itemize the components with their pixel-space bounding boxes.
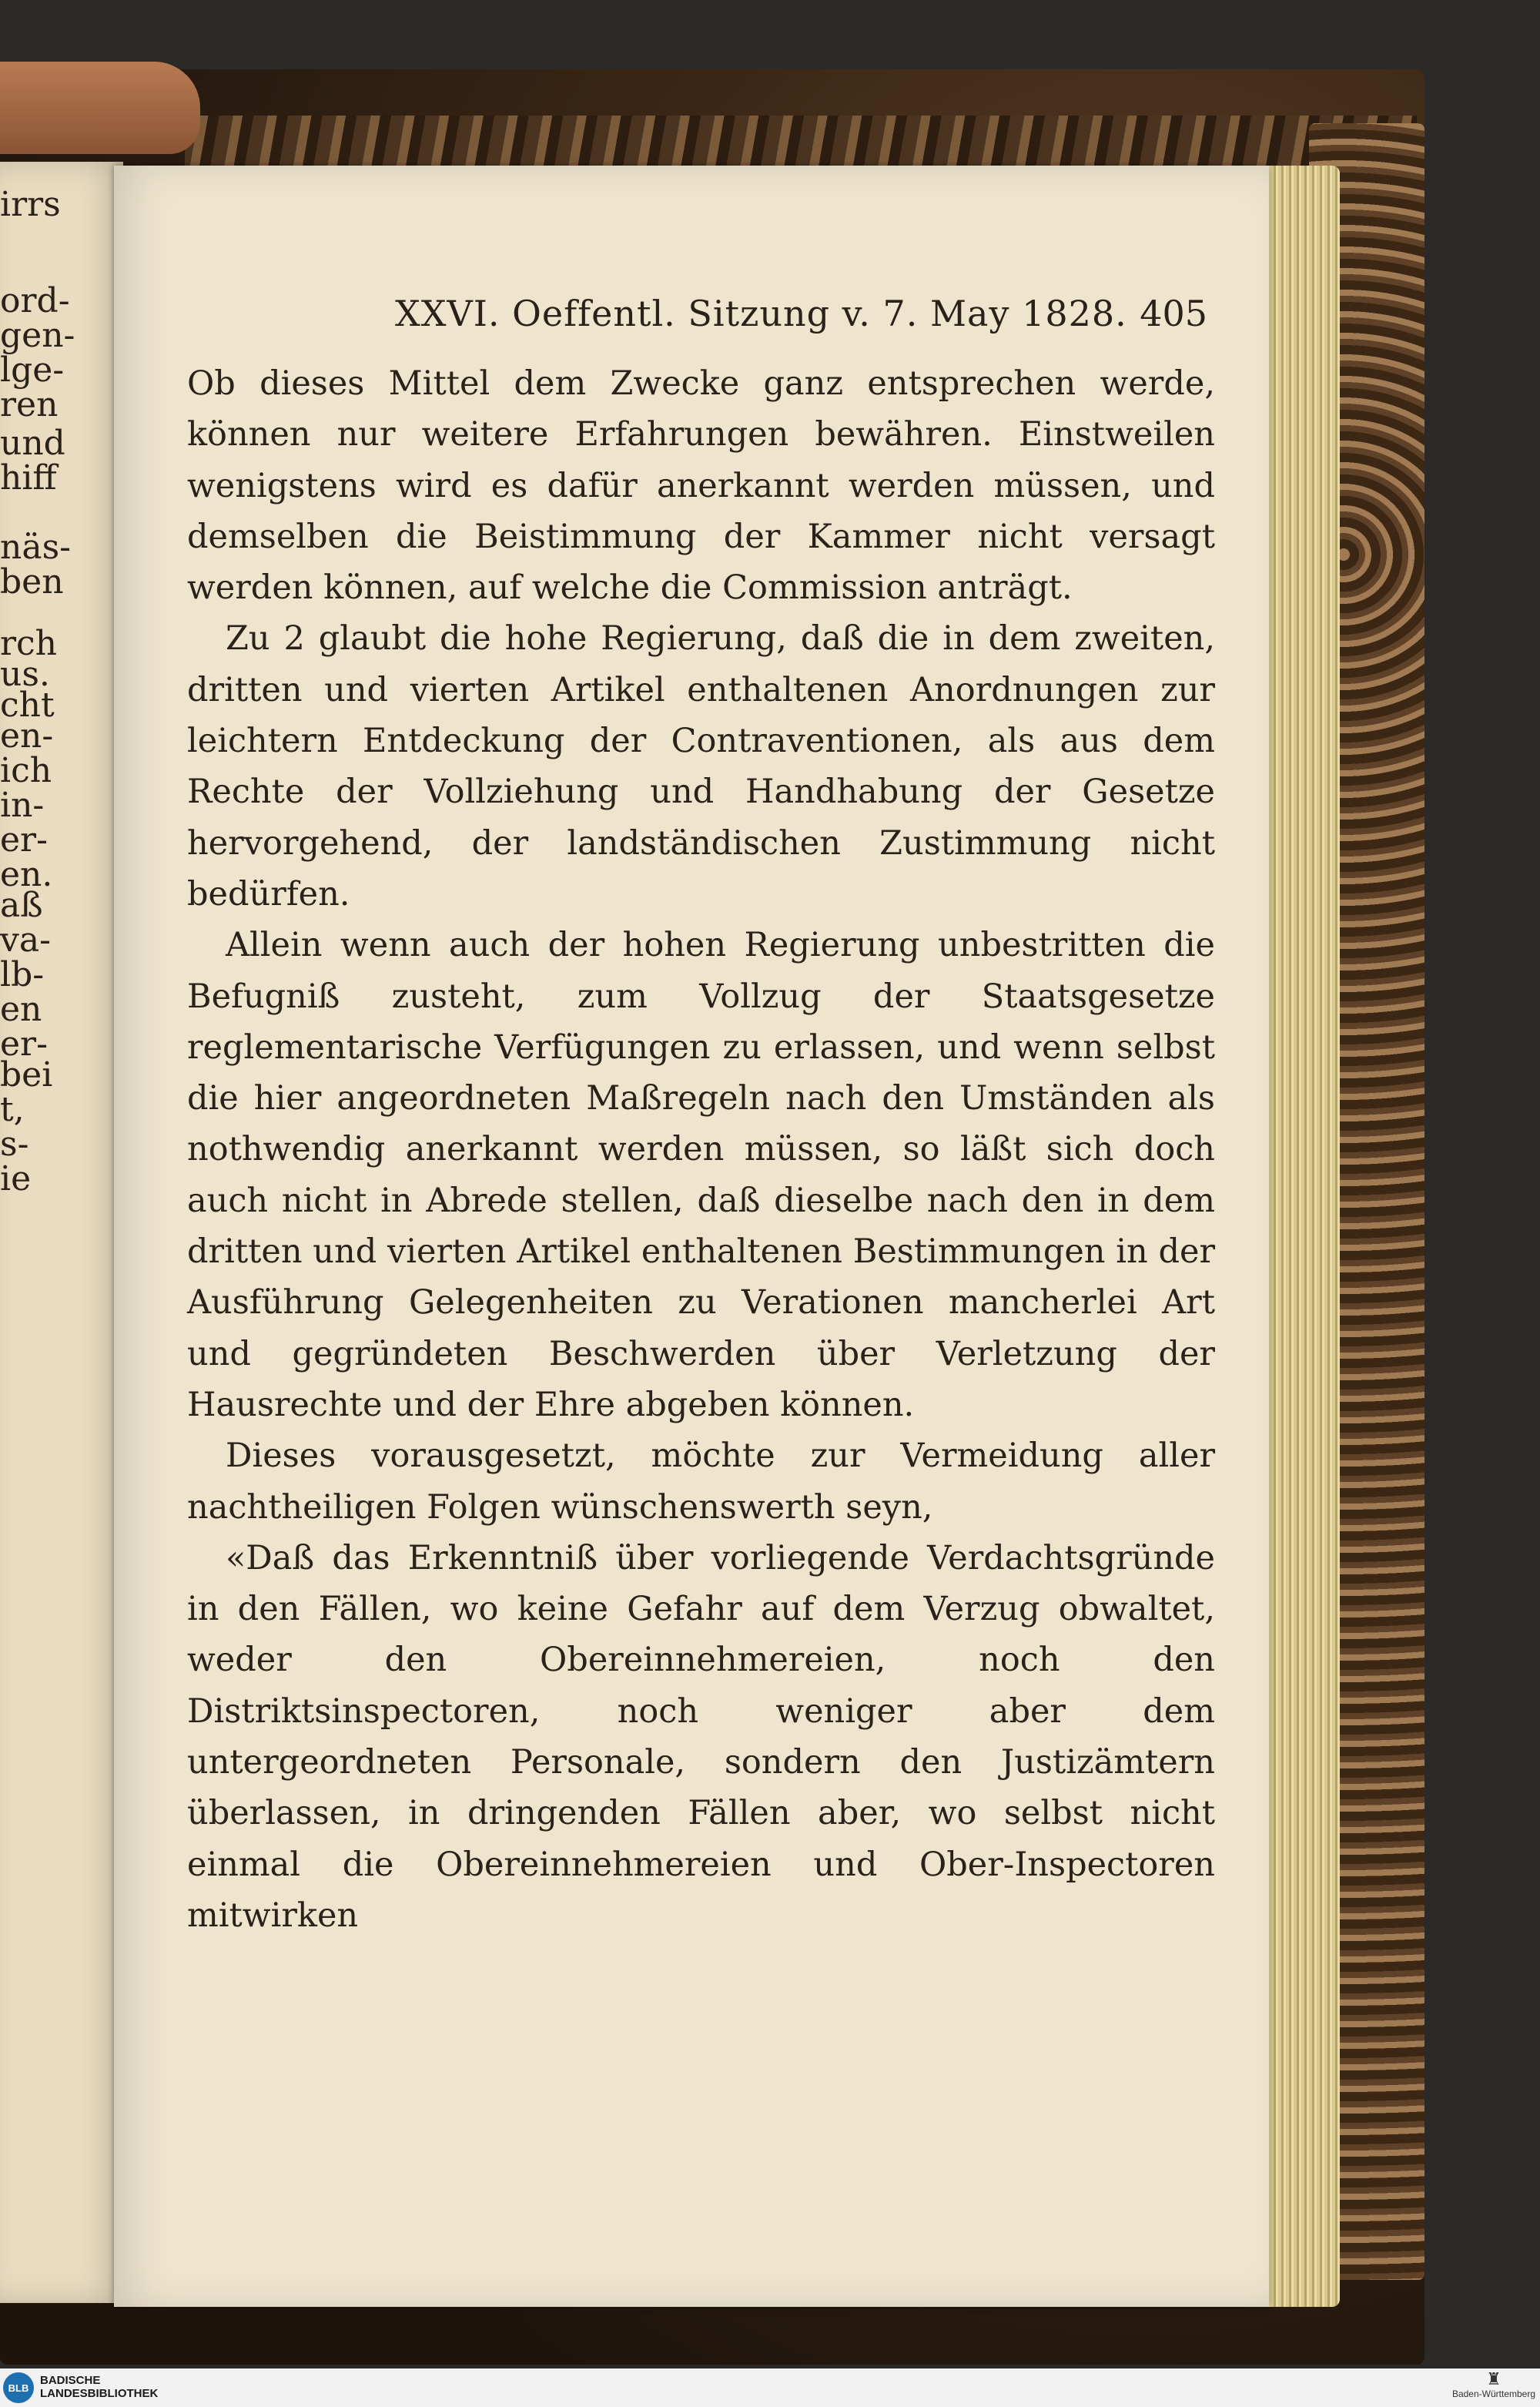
previous-page-fragment: en. xyxy=(0,855,53,894)
library-logo-icon: BLB xyxy=(3,2372,34,2403)
previous-page-fragment: er- xyxy=(0,820,48,860)
previous-page-fragment: bei xyxy=(0,1055,53,1095)
previous-page-fragment: hiff xyxy=(0,458,57,498)
previous-page-fragment: irrs xyxy=(0,185,61,224)
previous-page-fragment: ord- xyxy=(0,281,70,320)
previous-page-fragment: in- xyxy=(0,786,45,825)
previous-page-fragment: en- xyxy=(0,716,54,756)
previous-page-fragment: ich xyxy=(0,751,52,790)
state-logo xyxy=(1452,2370,1535,2399)
previous-page-fragment: aß xyxy=(0,886,43,925)
previous-page-fragment: gen- xyxy=(0,316,75,355)
previous-page-fragment: en xyxy=(0,990,42,1029)
previous-page-fragment: und xyxy=(0,424,65,463)
previous-page-fragment: s- xyxy=(0,1125,29,1164)
library-name: BADISCHE LANDESBIBLIOTHEK xyxy=(40,2374,159,2400)
paragraph: «Daß das Erkenntniß über vorliegende Verdachtsgründe in den Fällen, wo keine Gefahr auf dem Verzug obwaltet, weder den Obereinnehmereien, noch den Distriktsinspectoren, noch weniger aber dem untergeordneten Personale, sondern den Justizämtern überlassen, in dringenden Fällen aber, wo selbst nicht einmal die Obereinnehmereien und Ober-Inspectoren mitwirken xyxy=(187,1538,1215,1935)
previous-page-fragment: ren xyxy=(0,385,59,424)
state-label: Baden-Württemberg xyxy=(1451,2389,1535,2399)
previous-page-fragment: cht xyxy=(0,686,55,725)
previous-page-fragment: er- xyxy=(0,1024,48,1064)
previous-page-fragment: rch xyxy=(0,624,58,663)
paragraph: Dieses vorausgesetzt, möchte zur Vermeidung aller nachtheiligen Folgen wünschenswerth seyn, xyxy=(187,1436,1215,1527)
page-number: 405 xyxy=(1140,293,1207,334)
page-header xyxy=(276,293,1207,339)
paragraph: Ob dieses Mittel dem Zwecke ganz entsprechen werde, können nur weitere Erfahrungen bewähren. Einstweilen wenigstens wird es dafür anerkannt werden müssen, und demselben die Beistimmung der Kammer nicht versagt werden können, auf welche die Commission anträgt. xyxy=(187,364,1215,608)
paragraph: Zu 2 glaubt die hohe Regierung, daß die in dem zweiten, dritten und vierten Artikel enthaltenen Anordnungen zur leichtern Entdeckung der Contraventionen, als aus dem Rechte der Vollziehung und Handhabung der Gesetze hervorgehend, der landständischen Zustimmung nicht bedürfen. xyxy=(187,619,1215,914)
coat-of-arms-icon: ♜ xyxy=(1486,2369,1502,2389)
previous-page-fragment: lge- xyxy=(0,350,65,390)
previous-page-fragment: us. xyxy=(0,655,50,694)
footer-bar xyxy=(0,2368,1540,2407)
previous-page-fragment: lb- xyxy=(0,955,45,994)
paragraph: Allein wenn auch der hohen Regierung unbestritten die Befugniß zusteht, zum Vollzug der Staatsgesetze reglementarische Verfügungen zu erlassen, und wenn selbst die hier angeordneten Maßregeln nach den Umständen als nothwendig anerkannt werden müssen, so läßt sich doch auch nicht in Abrede stellen, daß dieselbe nach den in dem dritten und vierten Artikel enthaltenen Bestimmungen in der Ausführung Gelegenheiten zu Verationen mancherlei Art und gegründeten Beschwerden über Verletzung der Hausrechte und der Ehre abgeben können. xyxy=(187,926,1215,1424)
previous-page-fragment: va- xyxy=(0,920,51,960)
running-head: XXVI. Oeffentl. Sitzung v. 7. May 1828. xyxy=(395,293,1127,334)
cover-edge-strip xyxy=(185,116,1417,169)
previous-page-fragment: t, xyxy=(0,1090,25,1129)
previous-page-fragment: ben xyxy=(0,562,64,602)
book-page xyxy=(114,166,1269,2307)
previous-page-fragment: näs- xyxy=(0,528,72,567)
page-body xyxy=(187,358,1215,1941)
previous-page-fragment: ie xyxy=(0,1159,32,1198)
leather-corner xyxy=(0,62,200,154)
previous-page xyxy=(0,162,123,2303)
